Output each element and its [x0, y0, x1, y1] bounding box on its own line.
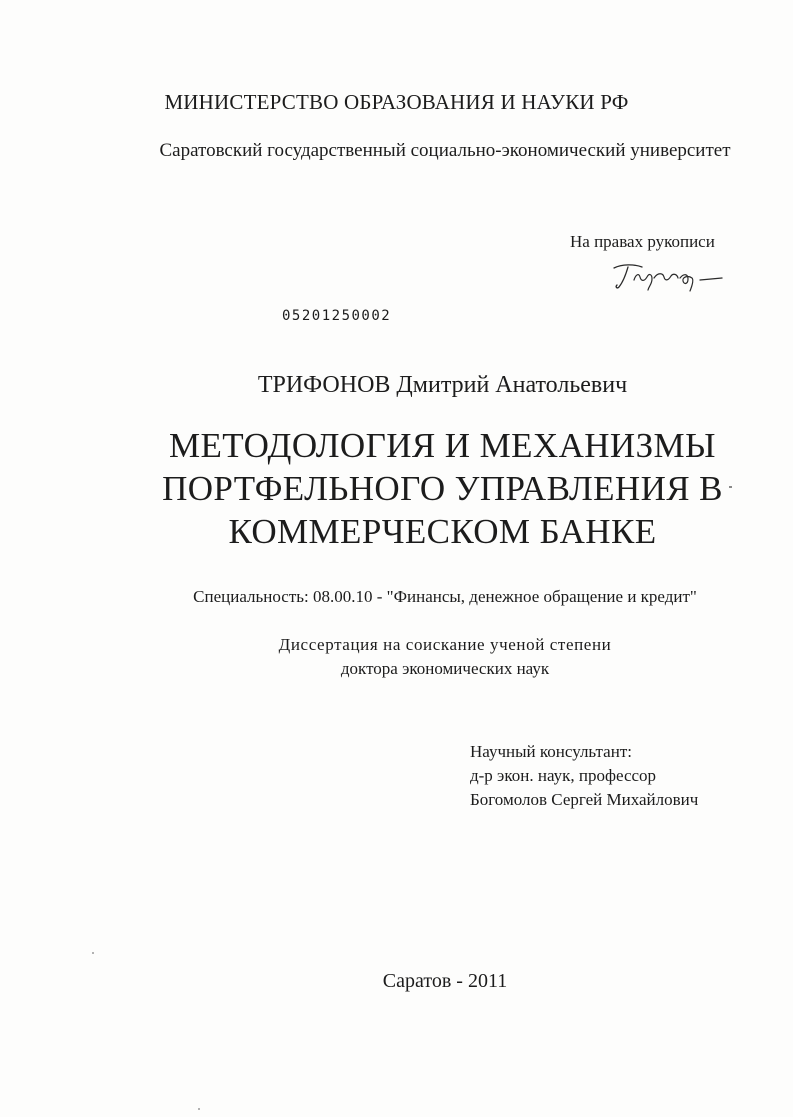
author-name: ТРИФОНОВ Дмитрий Анатольевич	[257, 372, 628, 398]
scan-speck	[92, 952, 94, 954]
scan-mark	[729, 486, 732, 488]
university-name: Саратовский государственный социально-экономический университет	[159, 140, 731, 161]
city-year: Саратов - 2011	[382, 970, 508, 992]
consultant-degree: д-р экон. наук, профессор	[470, 766, 657, 785]
degree-statement-line: Диссертация на соискание ученой степени	[278, 635, 612, 654]
ministry-heading: МИНИСТЕРСТВО ОБРАЗОВАНИЯ И НАУКИ РФ	[164, 90, 629, 114]
specialty-line: Специальность: 08.00.10 - "Финансы, денежное обращение и кредит"	[193, 587, 697, 606]
manuscript-rights-label: На правах рукописи	[570, 232, 715, 251]
scan-speck	[198, 1108, 200, 1110]
author-signature	[608, 258, 728, 298]
title-line: КОММЕРЧЕСКОМ БАНКЕ	[228, 512, 657, 551]
dissertation-title	[0, 424, 793, 553]
consultant-label: Научный консультант:	[470, 742, 632, 761]
title-line: ПОРТФЕЛЬНОГО УПРАВЛЕНИЯ В	[162, 469, 723, 508]
document-number: 05201250002	[282, 308, 392, 324]
consultant-name: Богомолов Сергей Михайлович	[470, 790, 699, 809]
degree-statement	[0, 633, 793, 681]
title-line: МЕТОДОЛОГИЯ И МЕХАНИЗМЫ	[169, 426, 716, 465]
scientific-consultant	[470, 740, 698, 812]
degree-statement-line: доктора экономических наук	[340, 659, 550, 678]
